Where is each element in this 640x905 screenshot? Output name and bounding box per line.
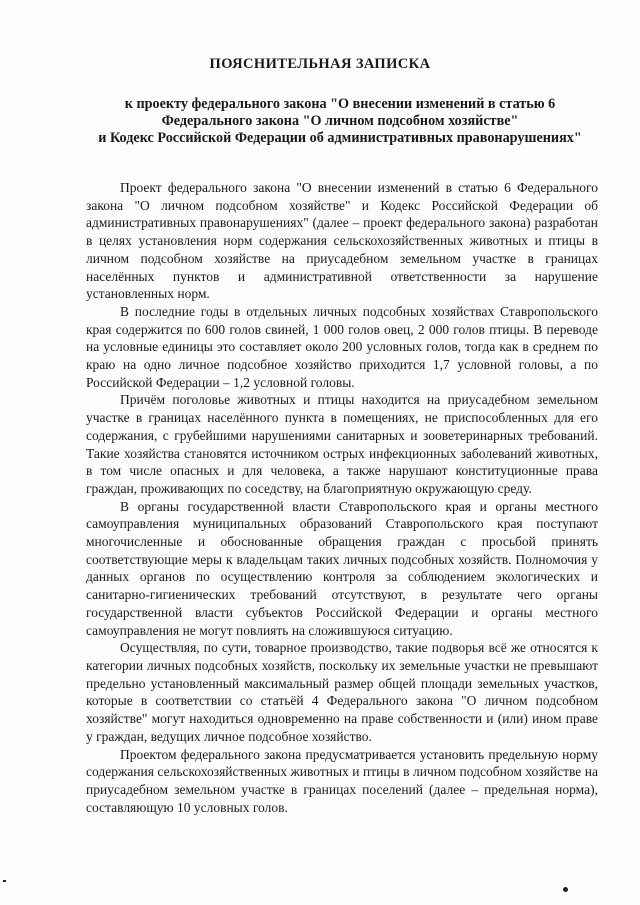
document-body [86, 179, 598, 816]
document-title: ПОЯСНИТЕЛЬНАЯ ЗАПИСКА [209, 56, 431, 72]
subtitle-line: Федерального закона "О личном подсобном хозяйстве" [161, 113, 519, 129]
document-subtitle [70, 96, 610, 147]
paragraph: Причём поголовье животных и птицы находится на приусадебном земельном участке в границах населённого пункта в помещениях, не приспособленных для его содержания, с грубейшими нарушениями санитарных и зооветеринарных требований. Такие хозяйства становятся источником острых инфекционных заболеваний животных, в том числе опасных и для человека, а также нарушают конституционные права граждан, проживающих по соседству, на благоприятную окружающую среду. [86, 392, 598, 496]
subtitle-line: к проекту федерального закона "О внесении изменений в статью 6 [124, 96, 556, 112]
paragraph: В последние годы в отдельных личных подсобных хозяйствах Ставропольского края содержится по 600 голов свиней, 1 000 голов овец, 2 000 голов птицы. В переводе на условные единицы это составляет около 200 условных голов, тогда как в среднем по краю на одно личное подсобное хозяйство приходится 1,7 условной головы, а по Российской Федерации – 1,2 условной головы. [86, 303, 598, 390]
scan-speck [563, 887, 568, 892]
scan-speck [3, 880, 6, 882]
paragraph: Проект федерального закона "О внесении изменений в статью 6 Федерального закона "О личном подсобном хозяйстве" и Кодекс Российской Федерации об административных правонарушениях" (далее – проект федерального закона) разработан в целях установления норм содержания сельскохозяйственных животных и птицы в личном подсобном хозяйстве на приусадебном земельном участке в границах населённых пунктов и административной ответственности за нарушение установленных норм. [86, 180, 598, 302]
paragraph: В органы государственной власти Ставропольского края и органы местного самоуправления муниципальных образований Ставропольского края поступают многочисленные и обоснованные обращения граждан с просьбой принять соответствующие меры к владельцам таких личных подсобных хозяйств. Полномочия у данных органов по осуществлению контроля за соблюдением экологических и санитарно-гигиенических требований отсутствуют, в результате чего органы государственной власти субъектов Российской Федерации и органы местного самоуправления не могут повлиять на сложившуюся ситуацию. [86, 498, 598, 638]
paragraph: Осуществляя, по сути, товарное производство, такие подворья всё же относятся к категории личных подсобных хозяйств, поскольку их земельные участки не превышают предельно установленный максимальный размер общей площади земельных участков, которые в соответствии со статьёй 4 Федерального закона "О личном подсобном хозяйстве" могут находиться одновременно на праве собственности и (или) ином праве у граждан, ведущих личное подсобное хозяйство. [86, 640, 598, 744]
paragraph: Проектом федерального закона предусматривается установить предельную норму содержания сельскохозяйственных животных и птицы в личном подсобном хозяйстве на приусадебном земельном участке в границах поселений (далее – предельная норма), составляющую 10 условных голов. [86, 746, 598, 815]
subtitle-line: и Кодекс Российской Федерации об административных правонарушениях" [98, 130, 582, 146]
